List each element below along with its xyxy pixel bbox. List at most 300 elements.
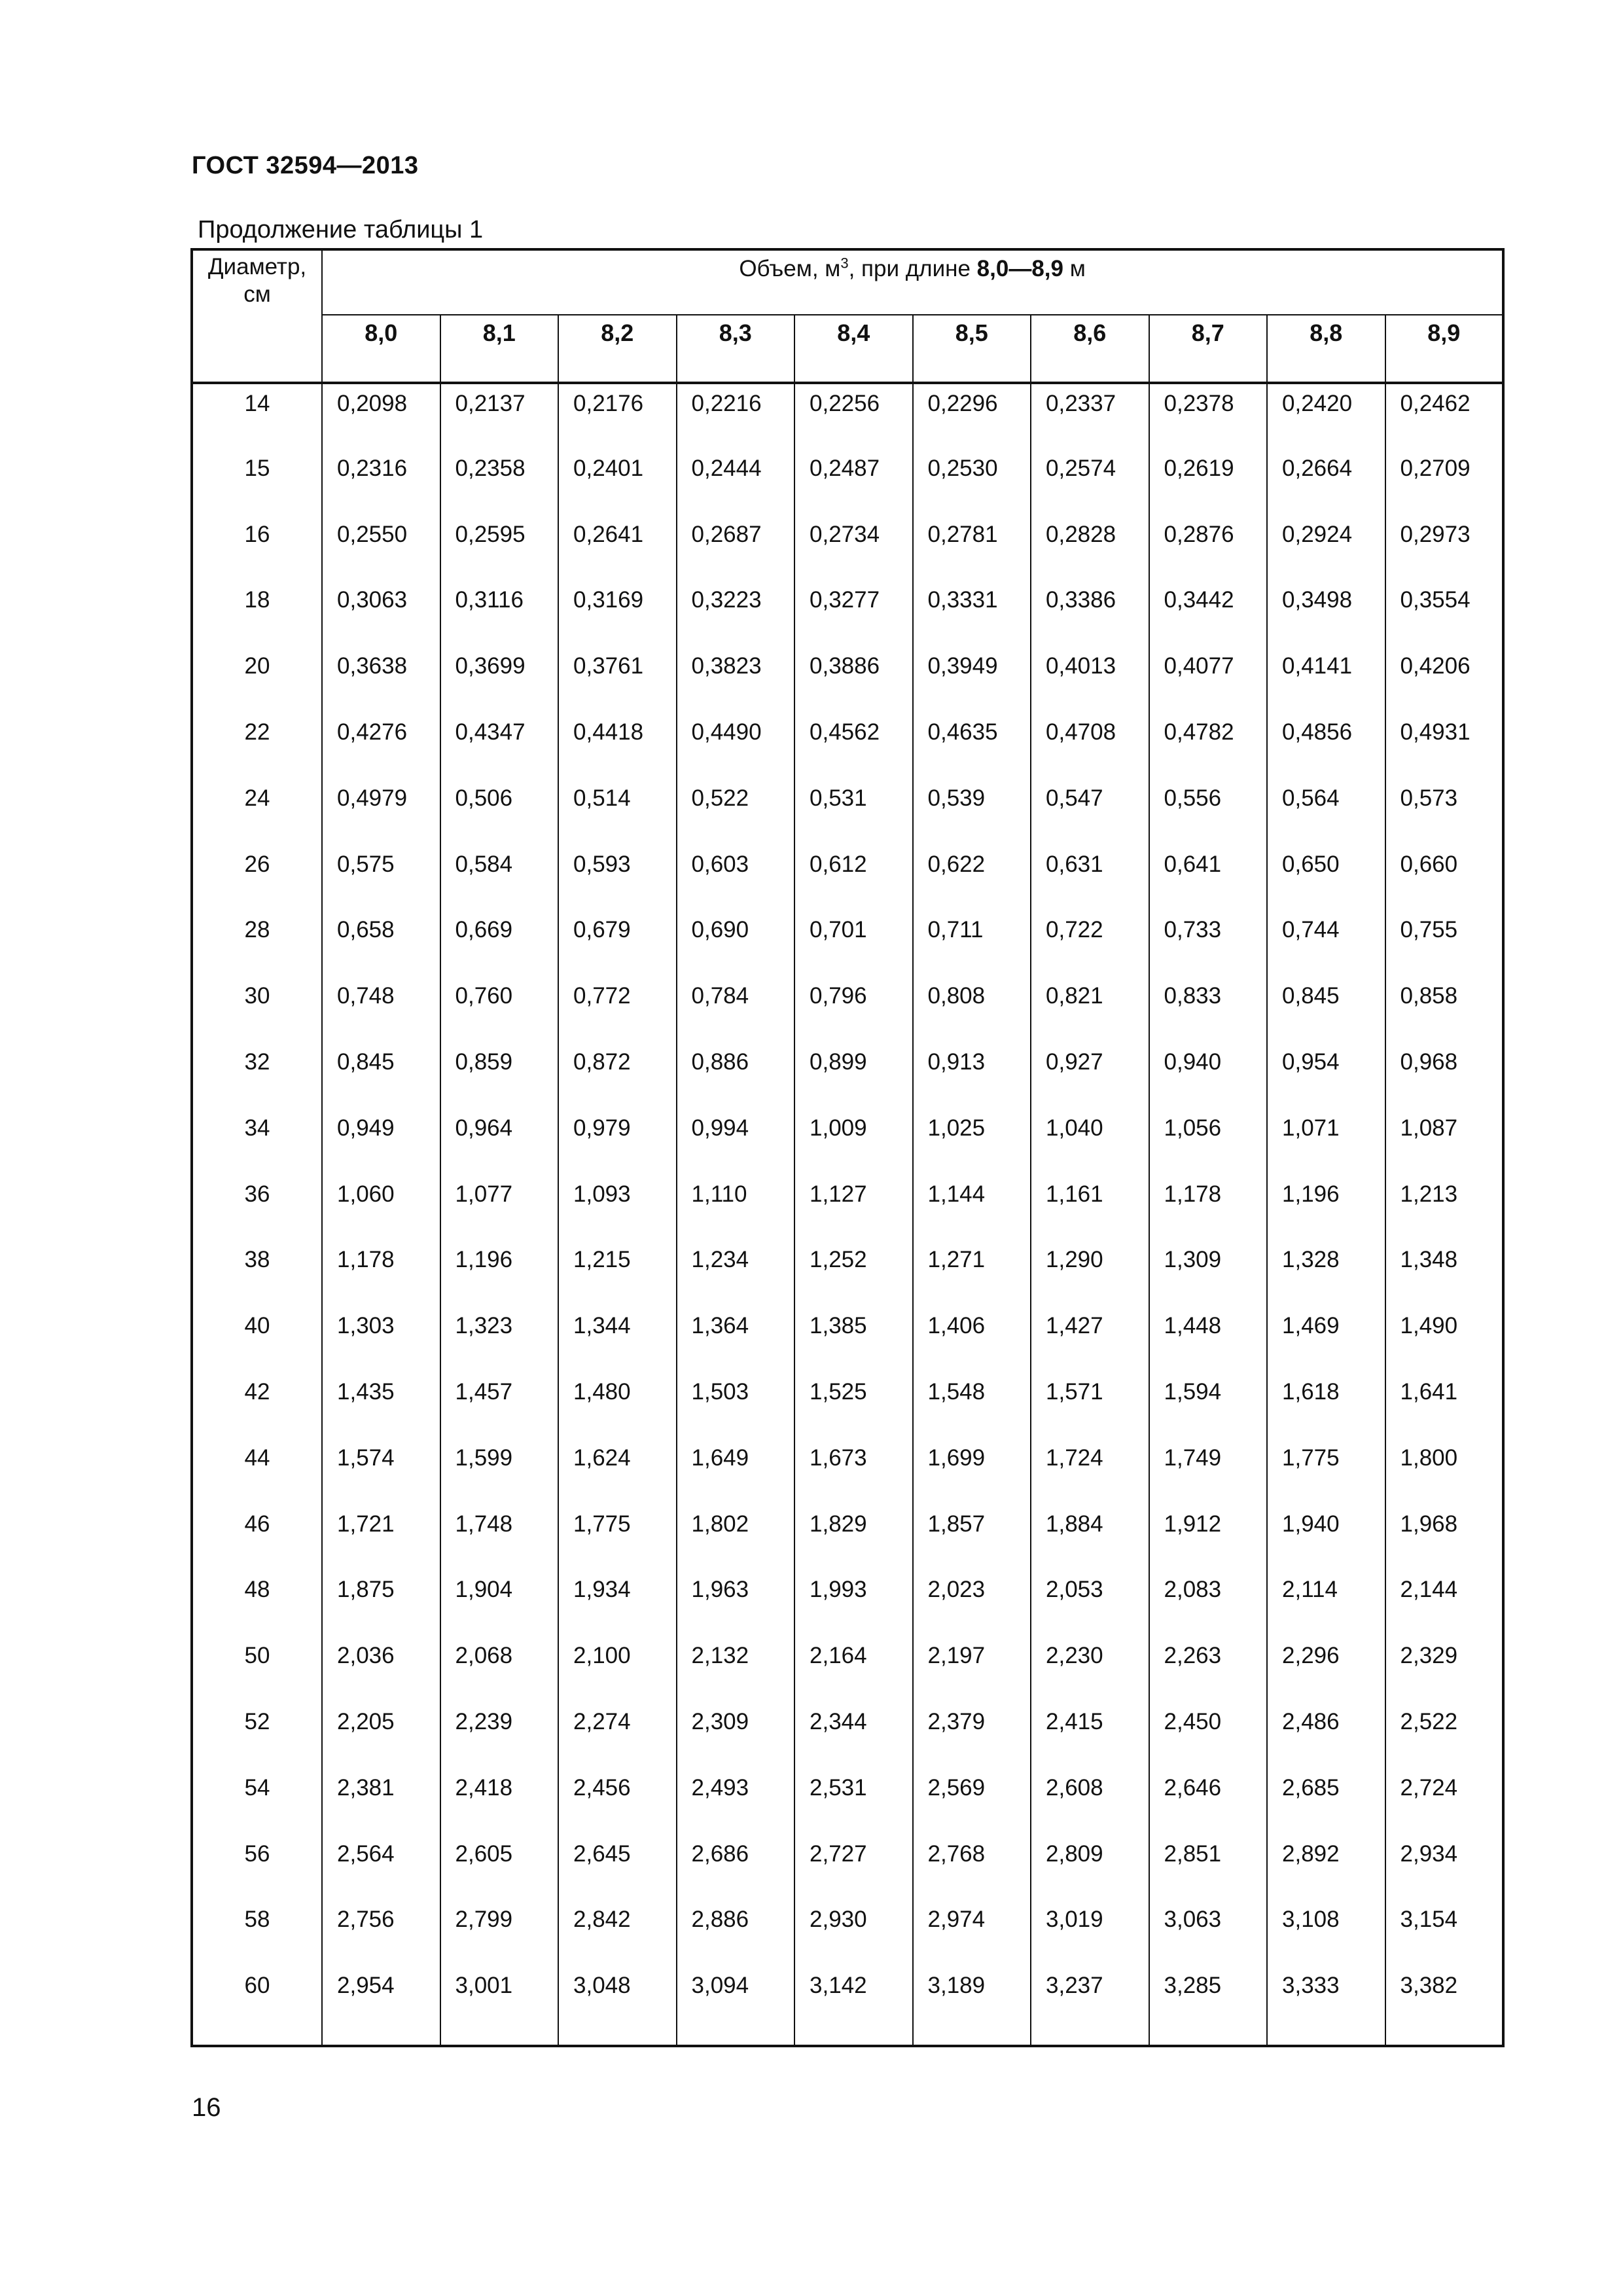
table-caption: Продолжение таблицы 1 <box>198 216 484 243</box>
volume-cell: 0,4206 <box>1385 647 1504 713</box>
table-row <box>192 1505 1503 1571</box>
diameter-cell: 26 <box>192 845 322 911</box>
volume-cell: 2,132 <box>677 1636 795 1702</box>
volume-cell: 1,968 <box>1385 1505 1504 1571</box>
volume-cell: 0,4013 <box>1031 647 1149 713</box>
volume-cell: 1,127 <box>794 1175 913 1241</box>
volume-cell: 2,768 <box>913 1835 1031 1901</box>
volume-cell: 1,574 <box>322 1439 440 1505</box>
table-row <box>192 383 1503 449</box>
volume-cell: 0,669 <box>440 910 559 977</box>
volume-cell: 0,2664 <box>1267 449 1385 515</box>
volume-cell: 2,263 <box>1149 1636 1268 1702</box>
volume-cell: 0,603 <box>677 845 795 911</box>
volume-cell: 2,531 <box>794 1768 913 1835</box>
volume-cell: 0,2828 <box>1031 515 1149 581</box>
table-row <box>192 1900 1503 1966</box>
volume-cell: 1,077 <box>440 1175 559 1241</box>
table-header-row-2 <box>192 315 1503 383</box>
volume-cell: 2,205 <box>322 1702 440 1768</box>
volume-cell: 2,892 <box>1267 1835 1385 1901</box>
length-header: 8,0 <box>322 315 440 383</box>
volume-cell: 0,899 <box>794 1043 913 1109</box>
volume-cell: 0,2550 <box>322 515 440 581</box>
length-header: 8,8 <box>1267 315 1385 383</box>
volume-cell: 0,940 <box>1149 1043 1268 1109</box>
volume-cell: 3,019 <box>1031 1900 1149 1966</box>
table-header-row-1 <box>192 249 1503 315</box>
volume-cell: 1,448 <box>1149 1306 1268 1372</box>
volume-cell: 2,381 <box>322 1768 440 1835</box>
volume-cell: 2,522 <box>1385 1702 1504 1768</box>
volume-cell: 0,979 <box>558 1109 677 1175</box>
table-row <box>192 647 1503 713</box>
volume-cell: 0,845 <box>1267 977 1385 1043</box>
length-header: 8,6 <box>1031 315 1149 383</box>
volume-cell: 0,2444 <box>677 449 795 515</box>
volume-cell: 1,875 <box>322 1570 440 1636</box>
volume-cell: 0,833 <box>1149 977 1268 1043</box>
volume-cell: 0,522 <box>677 779 795 845</box>
volume-cell: 0,2098 <box>322 383 440 449</box>
volume-cell: 0,748 <box>322 977 440 1043</box>
volume-cell: 1,271 <box>913 1240 1031 1306</box>
volume-cell: 1,323 <box>440 1306 559 1372</box>
volume-cell: 2,974 <box>913 1900 1031 1966</box>
volume-cell: 2,685 <box>1267 1768 1385 1835</box>
volume-cell: 2,239 <box>440 1702 559 1768</box>
diameter-cell: 38 <box>192 1240 322 1306</box>
diameter-cell: 58 <box>192 1900 322 1966</box>
volume-cell: 2,486 <box>1267 1702 1385 1768</box>
volume-cell: 0,4635 <box>913 713 1031 779</box>
table-row <box>192 779 1503 845</box>
volume-cell: 1,196 <box>1267 1175 1385 1241</box>
volume-cell: 0,3116 <box>440 581 559 647</box>
volume-cell: 0,3331 <box>913 581 1031 647</box>
volume-cell: 0,575 <box>322 845 440 911</box>
diameter-cell: 56 <box>192 1835 322 1901</box>
volume-cell: 3,142 <box>794 1966 913 2046</box>
table-row <box>192 1109 1503 1175</box>
volume-cell: 2,569 <box>913 1768 1031 1835</box>
diameter-cell: 18 <box>192 581 322 647</box>
diameter-cell: 40 <box>192 1306 322 1372</box>
volume-cell: 0,2876 <box>1149 515 1268 581</box>
volume-cell: 2,197 <box>913 1636 1031 1702</box>
volume-cell: 1,469 <box>1267 1306 1385 1372</box>
table-row <box>192 1372 1503 1439</box>
volume-cell: 1,748 <box>440 1505 559 1571</box>
volume-cell: 2,114 <box>1267 1570 1385 1636</box>
volume-cell: 3,001 <box>440 1966 559 2046</box>
volume-cell: 1,594 <box>1149 1372 1268 1439</box>
diameter-cell: 16 <box>192 515 322 581</box>
volume-cell: 2,036 <box>322 1636 440 1702</box>
volume-cell: 3,382 <box>1385 1966 1504 2046</box>
volume-cell: 0,2358 <box>440 449 559 515</box>
volume-cell: 2,954 <box>322 1966 440 2046</box>
volume-cell: 0,3699 <box>440 647 559 713</box>
diameter-cell: 30 <box>192 977 322 1043</box>
volume-cell: 1,775 <box>1267 1439 1385 1505</box>
volume-cell: 0,994 <box>677 1109 795 1175</box>
volume-cell: 0,2256 <box>794 383 913 449</box>
volume-cell: 1,093 <box>558 1175 677 1241</box>
volume-cell: 2,068 <box>440 1636 559 1702</box>
volume-cell: 0,744 <box>1267 910 1385 977</box>
volume-cell: 2,023 <box>913 1570 1031 1636</box>
volume-cell: 1,800 <box>1385 1439 1504 1505</box>
table-row <box>192 1966 1503 2046</box>
volume-cell: 1,775 <box>558 1505 677 1571</box>
volume-table <box>190 248 1505 2047</box>
volume-cell: 0,3554 <box>1385 581 1504 647</box>
volume-cell: 2,756 <box>322 1900 440 1966</box>
volume-cell: 1,934 <box>558 1570 677 1636</box>
length-header: 8,2 <box>558 315 677 383</box>
volume-cell: 0,3498 <box>1267 581 1385 647</box>
volume-cell: 0,2574 <box>1031 449 1149 515</box>
volume-cell: 2,309 <box>677 1702 795 1768</box>
volume-cell: 0,539 <box>913 779 1031 845</box>
volume-cell: 2,230 <box>1031 1636 1149 1702</box>
volume-cell: 0,872 <box>558 1043 677 1109</box>
diameter-cell: 32 <box>192 1043 322 1109</box>
volume-header-unit: м <box>1063 256 1086 281</box>
volume-cell: 0,4077 <box>1149 647 1268 713</box>
table-row <box>192 1768 1503 1835</box>
volume-cell: 0,2176 <box>558 383 677 449</box>
volume-cell: 0,2487 <box>794 449 913 515</box>
volume-cell: 1,252 <box>794 1240 913 1306</box>
volume-cell: 2,493 <box>677 1768 795 1835</box>
volume-cell: 2,809 <box>1031 1835 1149 1901</box>
diameter-cell: 54 <box>192 1768 322 1835</box>
volume-cell: 0,650 <box>1267 845 1385 911</box>
volume-cell: 0,859 <box>440 1043 559 1109</box>
volume-cell: 0,4276 <box>322 713 440 779</box>
table-row <box>192 449 1503 515</box>
length-header: 8,1 <box>440 315 559 383</box>
diameter-cell: 48 <box>192 1570 322 1636</box>
table-row <box>192 910 1503 977</box>
table-row <box>192 1306 1503 1372</box>
volume-cell: 0,4562 <box>794 713 913 779</box>
table-row <box>192 1043 1503 1109</box>
volume-cell: 0,4979 <box>322 779 440 845</box>
volume-cell: 1,087 <box>1385 1109 1504 1175</box>
diameter-cell: 24 <box>192 779 322 845</box>
table-row <box>192 977 1503 1043</box>
volume-cell: 0,514 <box>558 779 677 845</box>
volume-cell: 0,733 <box>1149 910 1268 977</box>
volume-cell: 1,912 <box>1149 1505 1268 1571</box>
volume-cell: 1,940 <box>1267 1505 1385 1571</box>
volume-cell: 2,144 <box>1385 1570 1504 1636</box>
volume-cell: 0,949 <box>322 1109 440 1175</box>
volume-header-prefix: Объем, м <box>739 256 841 281</box>
volume-cell: 0,4490 <box>677 713 795 779</box>
volume-header-range: 8,0—8,9 <box>976 256 1063 281</box>
volume-cell: 0,927 <box>1031 1043 1149 1109</box>
volume-cell: 2,415 <box>1031 1702 1149 1768</box>
volume-cell: 2,418 <box>440 1768 559 1835</box>
diameter-header-line1: Диаметр, <box>207 254 307 279</box>
volume-cell: 1,344 <box>558 1306 677 1372</box>
volume-cell: 0,913 <box>913 1043 1031 1109</box>
volume-cell: 1,802 <box>677 1505 795 1571</box>
volume-cell: 3,063 <box>1149 1900 1268 1966</box>
volume-cell: 3,285 <box>1149 1966 1268 2046</box>
volume-cell: 0,701 <box>794 910 913 977</box>
volume-column-header <box>322 249 1503 315</box>
volume-cell: 1,673 <box>794 1439 913 1505</box>
volume-cell: 0,3277 <box>794 581 913 647</box>
volume-cell: 2,274 <box>558 1702 677 1768</box>
document-standard-title: ГОСТ 32594—2013 <box>192 152 419 179</box>
length-header: 8,7 <box>1149 315 1268 383</box>
volume-cell: 1,641 <box>1385 1372 1504 1439</box>
volume-cell: 1,215 <box>558 1240 677 1306</box>
volume-cell: 0,584 <box>440 845 559 911</box>
volume-cell: 2,930 <box>794 1900 913 1966</box>
volume-cell: 0,3386 <box>1031 581 1149 647</box>
length-header: 8,9 <box>1385 315 1504 383</box>
volume-cell: 3,094 <box>677 1966 795 2046</box>
volume-cell: 1,525 <box>794 1372 913 1439</box>
volume-cell: 0,722 <box>1031 910 1149 977</box>
volume-cell: 0,2462 <box>1385 383 1504 449</box>
table-row <box>192 713 1503 779</box>
volume-header-mid: , при длине <box>848 256 977 281</box>
volume-cell: 0,4782 <box>1149 713 1268 779</box>
volume-cell: 1,490 <box>1385 1306 1504 1372</box>
volume-cell: 1,503 <box>677 1372 795 1439</box>
volume-cell: 0,2401 <box>558 449 677 515</box>
volume-cell: 2,053 <box>1031 1570 1149 1636</box>
volume-cell: 1,196 <box>440 1240 559 1306</box>
volume-cell: 0,964 <box>440 1109 559 1175</box>
volume-cell: 0,2619 <box>1149 449 1268 515</box>
volume-cell: 0,2296 <box>913 383 1031 449</box>
volume-cell: 1,009 <box>794 1109 913 1175</box>
volume-cell: 2,934 <box>1385 1835 1504 1901</box>
diameter-cell: 52 <box>192 1702 322 1768</box>
volume-cell: 0,2687 <box>677 515 795 581</box>
volume-cell: 1,749 <box>1149 1439 1268 1505</box>
volume-cell: 0,3949 <box>913 647 1031 713</box>
diameter-cell: 20 <box>192 647 322 713</box>
volume-cell: 1,290 <box>1031 1240 1149 1306</box>
volume-cell: 3,154 <box>1385 1900 1504 1966</box>
diameter-cell: 60 <box>192 1966 322 2046</box>
volume-cell: 0,2709 <box>1385 449 1504 515</box>
volume-cell: 1,040 <box>1031 1109 1149 1175</box>
volume-cell: 1,571 <box>1031 1372 1149 1439</box>
volume-cell: 1,618 <box>1267 1372 1385 1439</box>
volume-cell: 0,3823 <box>677 647 795 713</box>
volume-cell: 0,4931 <box>1385 713 1504 779</box>
volume-cell: 0,641 <box>1149 845 1268 911</box>
table-row <box>192 515 1503 581</box>
volume-cell: 2,450 <box>1149 1702 1268 1768</box>
volume-cell: 0,4418 <box>558 713 677 779</box>
volume-cell: 1,963 <box>677 1570 795 1636</box>
volume-cell: 0,2420 <box>1267 383 1385 449</box>
volume-cell: 0,531 <box>794 779 913 845</box>
volume-cell: 1,056 <box>1149 1109 1268 1175</box>
volume-cell: 0,2973 <box>1385 515 1504 581</box>
volume-cell: 3,237 <box>1031 1966 1149 2046</box>
volume-cell: 1,234 <box>677 1240 795 1306</box>
volume-cell: 0,622 <box>913 845 1031 911</box>
volume-cell: 0,3442 <box>1149 581 1268 647</box>
table-row <box>192 1636 1503 1702</box>
volume-cell: 0,3638 <box>322 647 440 713</box>
volume-cell: 0,612 <box>794 845 913 911</box>
volume-cell: 0,564 <box>1267 779 1385 845</box>
volume-header-exponent: 3 <box>840 255 849 272</box>
volume-cell: 2,605 <box>440 1835 559 1901</box>
volume-cell: 1,060 <box>322 1175 440 1241</box>
length-header: 8,5 <box>913 315 1031 383</box>
volume-cell: 1,548 <box>913 1372 1031 1439</box>
volume-cell: 1,427 <box>1031 1306 1149 1372</box>
volume-cell: 0,2337 <box>1031 383 1149 449</box>
volume-cell: 0,660 <box>1385 845 1504 911</box>
volume-cell: 1,328 <box>1267 1240 1385 1306</box>
volume-cell: 0,3063 <box>322 581 440 647</box>
volume-cell: 1,385 <box>794 1306 913 1372</box>
table-row <box>192 1175 1503 1241</box>
volume-cell: 2,799 <box>440 1900 559 1966</box>
volume-cell: 3,048 <box>558 1966 677 2046</box>
volume-cell: 2,379 <box>913 1702 1031 1768</box>
volume-cell: 1,699 <box>913 1439 1031 1505</box>
volume-cell: 1,649 <box>677 1439 795 1505</box>
volume-cell: 0,2641 <box>558 515 677 581</box>
volume-cell: 1,480 <box>558 1372 677 1439</box>
volume-cell: 1,025 <box>913 1109 1031 1175</box>
volume-cell: 0,2595 <box>440 515 559 581</box>
volume-cell: 0,711 <box>913 910 1031 977</box>
volume-cell: 1,178 <box>1149 1175 1268 1241</box>
length-header: 8,3 <box>677 315 795 383</box>
volume-cell: 0,954 <box>1267 1043 1385 1109</box>
table-row <box>192 1835 1503 1901</box>
volume-cell: 1,161 <box>1031 1175 1149 1241</box>
volume-cell: 0,3761 <box>558 647 677 713</box>
volume-cell: 2,164 <box>794 1636 913 1702</box>
volume-cell: 1,829 <box>794 1505 913 1571</box>
volume-cell: 0,808 <box>913 977 1031 1043</box>
volume-cell: 2,329 <box>1385 1636 1504 1702</box>
table-row <box>192 1570 1503 1636</box>
volume-cell: 0,821 <box>1031 977 1149 1043</box>
volume-cell: 2,608 <box>1031 1768 1149 1835</box>
diameter-cell: 50 <box>192 1636 322 1702</box>
volume-cell: 0,2216 <box>677 383 795 449</box>
volume-cell: 2,083 <box>1149 1570 1268 1636</box>
volume-cell: 1,110 <box>677 1175 795 1241</box>
table-row <box>192 1240 1503 1306</box>
diameter-cell: 42 <box>192 1372 322 1439</box>
volume-cell: 0,2137 <box>440 383 559 449</box>
volume-cell: 1,213 <box>1385 1175 1504 1241</box>
volume-cell: 1,348 <box>1385 1240 1504 1306</box>
length-header: 8,4 <box>794 315 913 383</box>
volume-cell: 0,690 <box>677 910 795 977</box>
diameter-header-line2: см <box>243 281 271 307</box>
volume-cell: 0,679 <box>558 910 677 977</box>
volume-cell: 0,573 <box>1385 779 1504 845</box>
volume-cell: 0,4708 <box>1031 713 1149 779</box>
volume-cell: 0,4347 <box>440 713 559 779</box>
volume-cell: 2,724 <box>1385 1768 1504 1835</box>
volume-cell: 3,333 <box>1267 1966 1385 2046</box>
diameter-cell: 22 <box>192 713 322 779</box>
volume-cell: 1,857 <box>913 1505 1031 1571</box>
diameter-cell: 34 <box>192 1109 322 1175</box>
diameter-column-header <box>192 249 322 383</box>
volume-cell: 0,556 <box>1149 779 1268 845</box>
volume-cell: 1,071 <box>1267 1109 1385 1175</box>
volume-cell: 1,309 <box>1149 1240 1268 1306</box>
volume-cell: 0,772 <box>558 977 677 1043</box>
diameter-cell: 28 <box>192 910 322 977</box>
volume-cell: 2,296 <box>1267 1636 1385 1702</box>
volume-cell: 1,599 <box>440 1439 559 1505</box>
table-row <box>192 845 1503 911</box>
volume-cell: 0,4856 <box>1267 713 1385 779</box>
volume-cell: 1,144 <box>913 1175 1031 1241</box>
volume-cell: 2,645 <box>558 1835 677 1901</box>
volume-table-body <box>192 383 1503 2046</box>
volume-cell: 0,593 <box>558 845 677 911</box>
page-number: 16 <box>192 2093 221 2122</box>
volume-cell: 1,721 <box>322 1505 440 1571</box>
volume-cell: 0,784 <box>677 977 795 1043</box>
volume-cell: 1,884 <box>1031 1505 1149 1571</box>
volume-cell: 0,631 <box>1031 845 1149 911</box>
volume-cell: 0,845 <box>322 1043 440 1109</box>
volume-cell: 0,858 <box>1385 977 1504 1043</box>
diameter-cell: 44 <box>192 1439 322 1505</box>
diameter-cell: 46 <box>192 1505 322 1571</box>
volume-cell: 2,886 <box>677 1900 795 1966</box>
volume-cell: 0,968 <box>1385 1043 1504 1109</box>
volume-cell: 2,646 <box>1149 1768 1268 1835</box>
volume-cell: 0,4141 <box>1267 647 1385 713</box>
volume-cell: 0,658 <box>322 910 440 977</box>
volume-cell: 2,842 <box>558 1900 677 1966</box>
volume-cell: 0,2530 <box>913 449 1031 515</box>
volume-cell: 1,406 <box>913 1306 1031 1372</box>
table-row <box>192 1439 1503 1505</box>
volume-cell: 0,3223 <box>677 581 795 647</box>
volume-cell: 0,506 <box>440 779 559 845</box>
volume-cell: 2,851 <box>1149 1835 1268 1901</box>
volume-cell: 1,624 <box>558 1439 677 1505</box>
volume-cell: 2,344 <box>794 1702 913 1768</box>
diameter-cell: 14 <box>192 383 322 449</box>
volume-cell: 1,364 <box>677 1306 795 1372</box>
volume-cell: 1,724 <box>1031 1439 1149 1505</box>
volume-cell: 0,755 <box>1385 910 1504 977</box>
volume-cell: 2,686 <box>677 1835 795 1901</box>
volume-cell: 1,178 <box>322 1240 440 1306</box>
